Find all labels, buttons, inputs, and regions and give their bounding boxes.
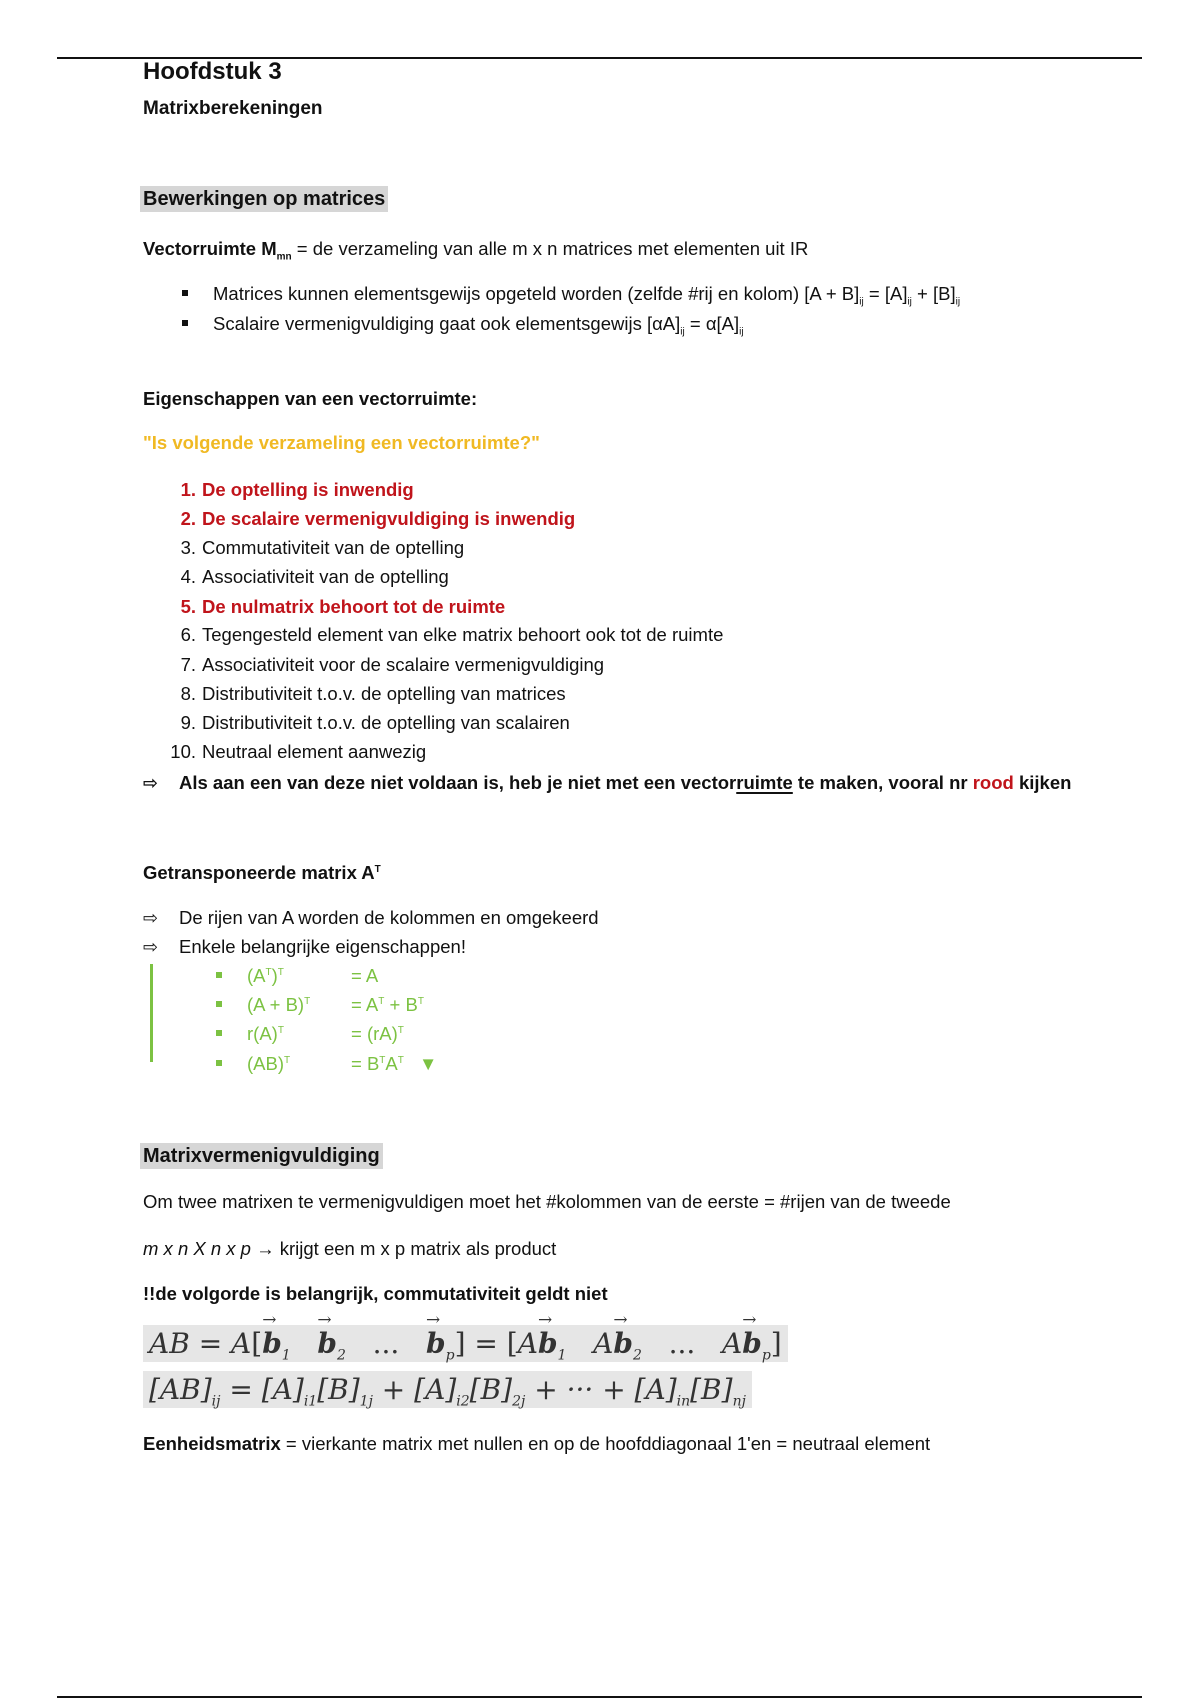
list-item: Scalaire vermenigvuldiging gaat ook elementsgewijs $[\alpha A]_{ij} = \alpha[A]_{ij}$ bbox=[182, 313, 744, 338]
matrix-product-equation: AB = $A[\to b_1 \to b_2$ ... → $b_p] = [A\to b_1$ $A\to b_2$ ... $A\to b_p$] bbox=[143, 1327, 788, 1364]
bullet-icon bbox=[182, 290, 188, 296]
identity-matrix-definition: Eenheidsmatrix = vierkante matrix met nullen en op de hoofddiagonaal 1'en = neutraal element bbox=[143, 1433, 931, 1454]
list-item: 9. Distributiviteit t.o.v. de optelling van scalairen bbox=[180, 712, 570, 733]
chapter-subtitle: Matrixberekeningen bbox=[143, 98, 323, 119]
question-text: "Is volgende verzameling een vectorruimte?" bbox=[143, 432, 540, 453]
arrow-right-icon: ⇨ bbox=[143, 908, 159, 928]
list-item: 1. De optelling is inwendig bbox=[180, 479, 414, 500]
matrix-element-equation: $[AB]_{ij} = [A]_{i1}[B]_{1j} + [A]_{i2}[B]_{2j}$ + ··· + $[A]_{in}[B]_{nj}$ bbox=[143, 1373, 752, 1410]
list-item: ⇨ Enkele belangrijke eigenschappen! bbox=[143, 936, 466, 957]
bullet-icon bbox=[216, 1060, 222, 1066]
list-item: 4. Associativiteit van de optelling bbox=[180, 566, 449, 587]
checkmark-icon: ▼ bbox=[419, 1053, 438, 1074]
list-item: 3. Commutativiteit van de optelling bbox=[180, 537, 465, 558]
bullet-icon bbox=[216, 1030, 222, 1036]
vectorspace-note: ⇨ Als aan een van deze niet voldaan is, heb je niet met een vectorruimte te maken, vooral nr rood kijken bbox=[143, 772, 1072, 793]
properties-heading: Eigenschappen van een vectorruimte: bbox=[143, 388, 478, 409]
transpose-property: $(A + B)^T = A^T + B^T$ bbox=[216, 994, 424, 1016]
bottom-rule bbox=[57, 1696, 1142, 1698]
list-item: 5. De nulmatrix behoort tot de ruimte bbox=[180, 596, 506, 617]
section-title: Bewerkingen op matrices bbox=[140, 186, 388, 212]
section-heading-operations bbox=[140, 188, 388, 211]
bullet-icon bbox=[182, 320, 188, 326]
chapter-title: Hoofdstuk 3 bbox=[143, 58, 282, 85]
dimension-rule: m x n X n x p → krijgt een m x p matrix als product bbox=[143, 1238, 557, 1259]
list-item: 10. Neutraal element aanwezig bbox=[170, 741, 427, 762]
list-item: 7. Associativiteit voor de scalaire vermenigvuldiging bbox=[180, 654, 605, 675]
transpose-property: $(AB)^T = B^TA^T$ ▼ bbox=[216, 1053, 437, 1075]
vectorspace-definition: Vectorruimte $M_{mn}$ = de verzameling van alle m x n matrices met elementen uit IR bbox=[143, 238, 809, 263]
arrow-right-icon: ⇨ bbox=[143, 937, 159, 957]
list-item: 6. Tegengesteld element van elke matrix behoort ook tot de ruimte bbox=[180, 624, 724, 645]
bullet-icon bbox=[216, 972, 222, 978]
order-warning: !!de volgorde is belangrijk, commutativiteit geldt niet bbox=[143, 1283, 608, 1304]
bullet-icon bbox=[216, 1001, 222, 1007]
arrow-right-icon: ⇨ bbox=[143, 773, 159, 793]
transpose-heading: Getransponeerde matrix $A^T$ bbox=[143, 862, 381, 883]
section-heading-multiplication bbox=[140, 1145, 383, 1168]
list-item: ⇨ De rijen van A worden de kolommen en omgekeerd bbox=[143, 907, 599, 928]
transpose-property: $(A^T)^T = A$ bbox=[216, 965, 378, 987]
multiplication-rule: Om twee matrixen te vermenigvuldigen moet het #kolommen van de eerste = #rijen van de tweede bbox=[143, 1191, 951, 1212]
transpose-property: $r(A)^T = (rA)^T$ bbox=[216, 1023, 404, 1045]
list-item: 2. De scalaire vermenigvuldiging is inwendig bbox=[180, 508, 576, 529]
list-item: 8. Distributiviteit t.o.v. de optelling van matrices bbox=[180, 683, 566, 704]
section-title: Matrixvermenigvuldiging bbox=[140, 1143, 383, 1169]
list-item: Matrices kunnen elementsgewijs opgeteld worden (zelfde #rij en kolom) $[A + B]_{ij} = [A]_{ij} + [B]_{ij}$ bbox=[182, 283, 960, 308]
margin-highlight-bar bbox=[150, 964, 153, 1062]
